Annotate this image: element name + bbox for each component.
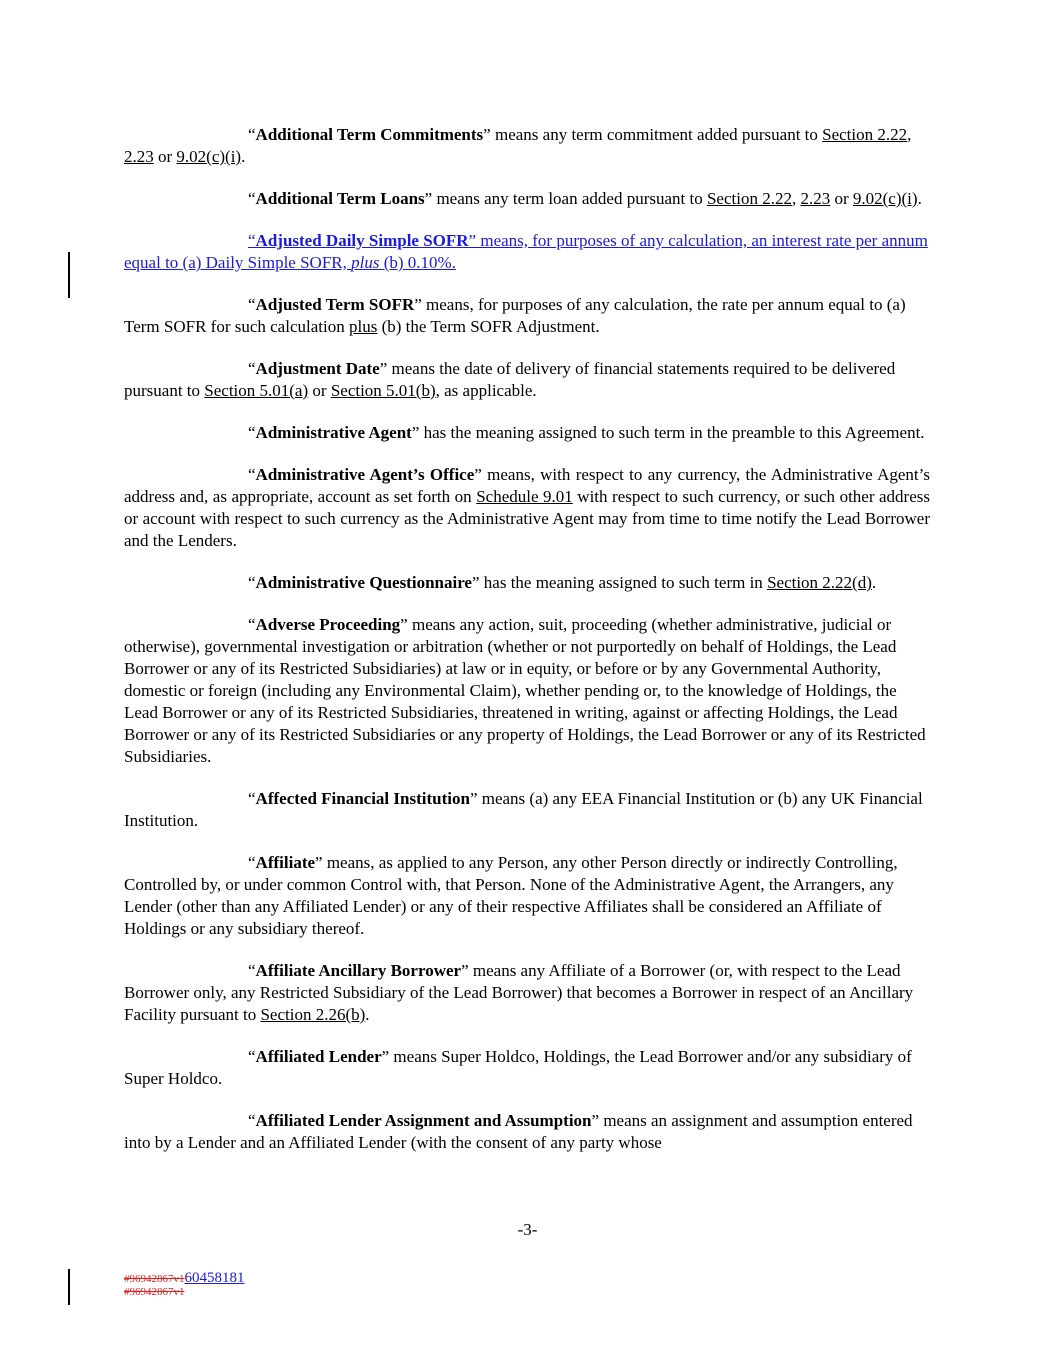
definition-text: means (a) any EEA Financial Institution or (b) any UK Financial Institution. [124,789,923,830]
definition-text: or [153,147,177,166]
defined-term: Adjusted Term SOFR [255,295,415,314]
section-reference: 2.23 [800,189,831,208]
definition-paragraph: “Affiliate” means, as applied to any Person, any other Person directly or indirectly Controlling, Controlled by, or under common Control with, that Person. None of the Administrative Agent, the Arrangers, any Lender (other than any Affiliated Lender) or any of their respective Affiliates shall be considered an Affiliate of Holdings or any subsidiary thereof. [124,853,898,938]
definition-text: means the date of delivery of financial statements required to be delivered pursuant to [124,359,896,400]
defined-term: Administrative Agent’s Office [255,465,475,484]
definition-text: means an assignment and assumption entered into by a Lender and an Affiliated Lender (with the consent of any party whose [124,1111,913,1152]
definition-text: . [241,147,246,166]
definition-text: (b) the Term SOFR Adjustment. [377,317,600,336]
deleted-doc-id: #96942867v1 [124,1273,185,1285]
definition-text: means, for purposes of any calculation, the rate per annum equal to (a) Term SOFR for such calculation [124,295,906,336]
defined-term: Affiliated Lender Assignment and Assumption [255,1111,592,1130]
definition-text: , [907,125,912,144]
defined-term: Administrative Questionnaire [255,573,472,592]
definitions-list [124,124,930,1174]
definition-paragraph: “Adverse Proceeding” means any action, suit, proceeding (whether administrative, judicial or otherwise), governmental investigation or arbitration (whether or not purportedly on behalf of Holdings, the Lead Borrower or any of its Restricted Subsidiaries) at law or in equity, or before or by any Governmental Authority, domestic or foreign (including any Environmental Claim), whether pending or, to the knowledge of Holdings, the Lead Borrower or any of its Restricted Subsidiaries, threatened in writing, against or affecting Holdings, the Lead Borrower or any of its Restricted Subsidiaries or any property of Holdings, the Lead Borrower or any of its Restricted Subsidiaries. [124,615,926,766]
definition-text: means Super Holdco, Holdings, the Lead Borrower and/or any subsidiary of Super Holdco. [124,1047,912,1088]
definition-paragraph: “Affiliate Ancillary Borrower” means any Affiliate of a Borrower (or, with respect to the Lead Borrower only, any Restricted Subsidiary of the Lead Borrower) that becomes a Borrower in respect of an Ancillary Facility pursuant to Section 2.26(b). [124,961,914,1024]
definition-text: has the meaning assigned to such term in [479,573,768,592]
definition-paragraph: “Adjustment Date” means the date of delivery of financial statements required to be delivered pursuant to Section 5.01(a) or Section 5.01(b), as applicable. [124,359,896,400]
defined-term: Affiliate Ancillary Borrower [255,961,462,980]
definition-paragraph: “Additional Term Commitments” means any term commitment added pursuant to Section 2.22, 2.23 or 9.02(c)(i). [124,125,912,166]
defined-term: Affected Financial Institution [255,789,470,808]
definition-text: means any action, suit, proceeding (whether administrative, judicial or otherwise), governmental investigation or arbitration (whether or not purportedly on behalf of Holdings, the Lead Borrower or any of its Restricted Subsidiaries) at law or in equity, or before or by any Governmental Authority, domestic or foreign (including any Environmental Claim), whether pending or, to the knowledge of Holdings, the Lead Borrower or any of its Restricted Subsidiaries, threatened in writing, against or affecting Holdings, the Lead Borrower or any of its Restricted Subsidiaries or any property of Holdings, the Lead Borrower or any of its Restricted Subsidiaries. [124,615,926,766]
definition-text: or [830,189,853,208]
defined-term: Administrative Agent [255,423,412,442]
definition-paragraph: “Affiliated Lender Assignment and Assumption” means an assignment and assumption entered into by a Lender and an Affiliated Lender (with the consent of any party whose [124,1111,913,1152]
change-bar [68,1269,70,1305]
definition-text: means any term loan added pursuant to [432,189,707,208]
definition-text: (b) 0.10%. [379,253,456,272]
definition-text: with respect to such currency, or such other address or account with respect to such currency as the Administrative Agent may from time to time notify the Lead Borrower and the Lenders. [124,487,930,550]
section-reference: Section 2.22(d) [767,573,872,592]
page-number: -3- [517,1220,538,1239]
definition-text: means, with respect to any currency, the Administrative Agent’s address and, as appropriate, account as set forth on [124,465,930,506]
section-reference: Section 2.22 [706,189,792,208]
definition-paragraph: “Administrative Agent” has the meaning assigned to such term in the preamble to this Agreement. [248,423,925,442]
definition-text: means any term commitment added pursuant to [490,125,823,144]
definition-paragraph [124,230,930,274]
section-reference: 2.23 [124,147,154,166]
defined-term: Adjusted Daily Simple SOFR [255,231,469,250]
inserted-doc-id: 60458181 [184,1270,245,1286]
defined-term: Adverse Proceeding [255,615,401,634]
definition-paragraph: “Additional Term Loans” means any term loan added pursuant to Section 2.22, 2.23 or 9.02(c)(i). [248,189,922,208]
definition-text: . [365,1005,370,1024]
document-id-footer [124,1272,245,1299]
definition-text: , [791,189,801,208]
defined-term: Additional Term Loans [255,189,425,208]
definition-text: . [871,573,877,592]
definition-paragraph: “Administrative Questionnaire” has the meaning assigned to such term in Section 2.22(d). [248,573,877,592]
definition-text: . [917,189,922,208]
defined-term: Affiliate [255,853,316,872]
definition-text: or [308,381,331,400]
section-reference: 9.02(c)(i) [176,147,242,166]
section-reference: Section 2.22 [822,125,908,144]
defined-term: Affiliated Lender [255,1047,382,1066]
section-reference: Schedule 9.01 [476,487,573,506]
change-bar [68,252,70,298]
deleted-doc-id-2: #96942867v1 [124,1286,185,1298]
defined-term: Additional Term Commitments [255,125,484,144]
definition-paragraph: “Adjusted Term SOFR” means, for purposes of any calculation, the rate per annum equal to (a) Term SOFR for such calculation plus (b) the Term SOFR Adjustment. [124,295,906,336]
italic-text: plus [351,253,380,272]
definition-text: means any Affiliate of a Borrower (or, with respect to the Lead Borrower only, any Restricted Subsidiary of the Lead Borrower) that becomes a Borrower in respect of an Ancillary Facility pursuant to [124,961,914,1024]
section-reference: Section 5.01(a) [204,381,309,400]
section-reference: Section 2.26(b) [260,1005,366,1024]
definition-text: means, for purposes of any calculation, an interest rate per annum equal to (a) Daily Simple SOFR, [124,231,928,272]
section-reference: Section 5.01(b) [330,381,436,400]
definition-text: , as applicable. [435,381,537,400]
definition-text: has the meaning assigned to such term in the preamble to this Agreement. [419,423,925,442]
definition-paragraph: “Administrative Agent’s Office” means, with respect to any currency, the Administrative Agent’s address and, as appropriate, account as set forth on Schedule 9.01 with respect to such currency, or such other address or account with respect to such currency as the Administrative Agent may from time to time notify the Lead Borrower and the Lenders. [124,465,930,550]
definition-paragraph: “Affected Financial Institution” means (a) any EEA Financial Institution or (b) any UK Financial Institution. [124,789,923,830]
inserted-text: “Adjusted Daily Simple SOFR” means, for purposes of any calculation, an interest rate per annum equal to (a) Daily Simple SOFR, plus (b) 0.10%. [124,231,928,272]
section-reference: 9.02(c)(i) [852,189,918,208]
section-reference: plus [348,317,378,336]
definition-paragraph: “Affiliated Lender” means Super Holdco, Holdings, the Lead Borrower and/or any subsidiary of Super Holdco. [124,1047,912,1088]
definition-text: means, as applied to any Person, any other Person directly or indirectly Controlling, Controlled by, or under common Control with, that Person. None of the Administrative Agent, the Arrangers, any Lender (other than any Affiliated Lender) or any of their respective Affiliates shall be considered an Affiliate of Holdings or any subsidiary thereof. [124,853,898,938]
defined-term: Adjustment Date [255,359,380,378]
